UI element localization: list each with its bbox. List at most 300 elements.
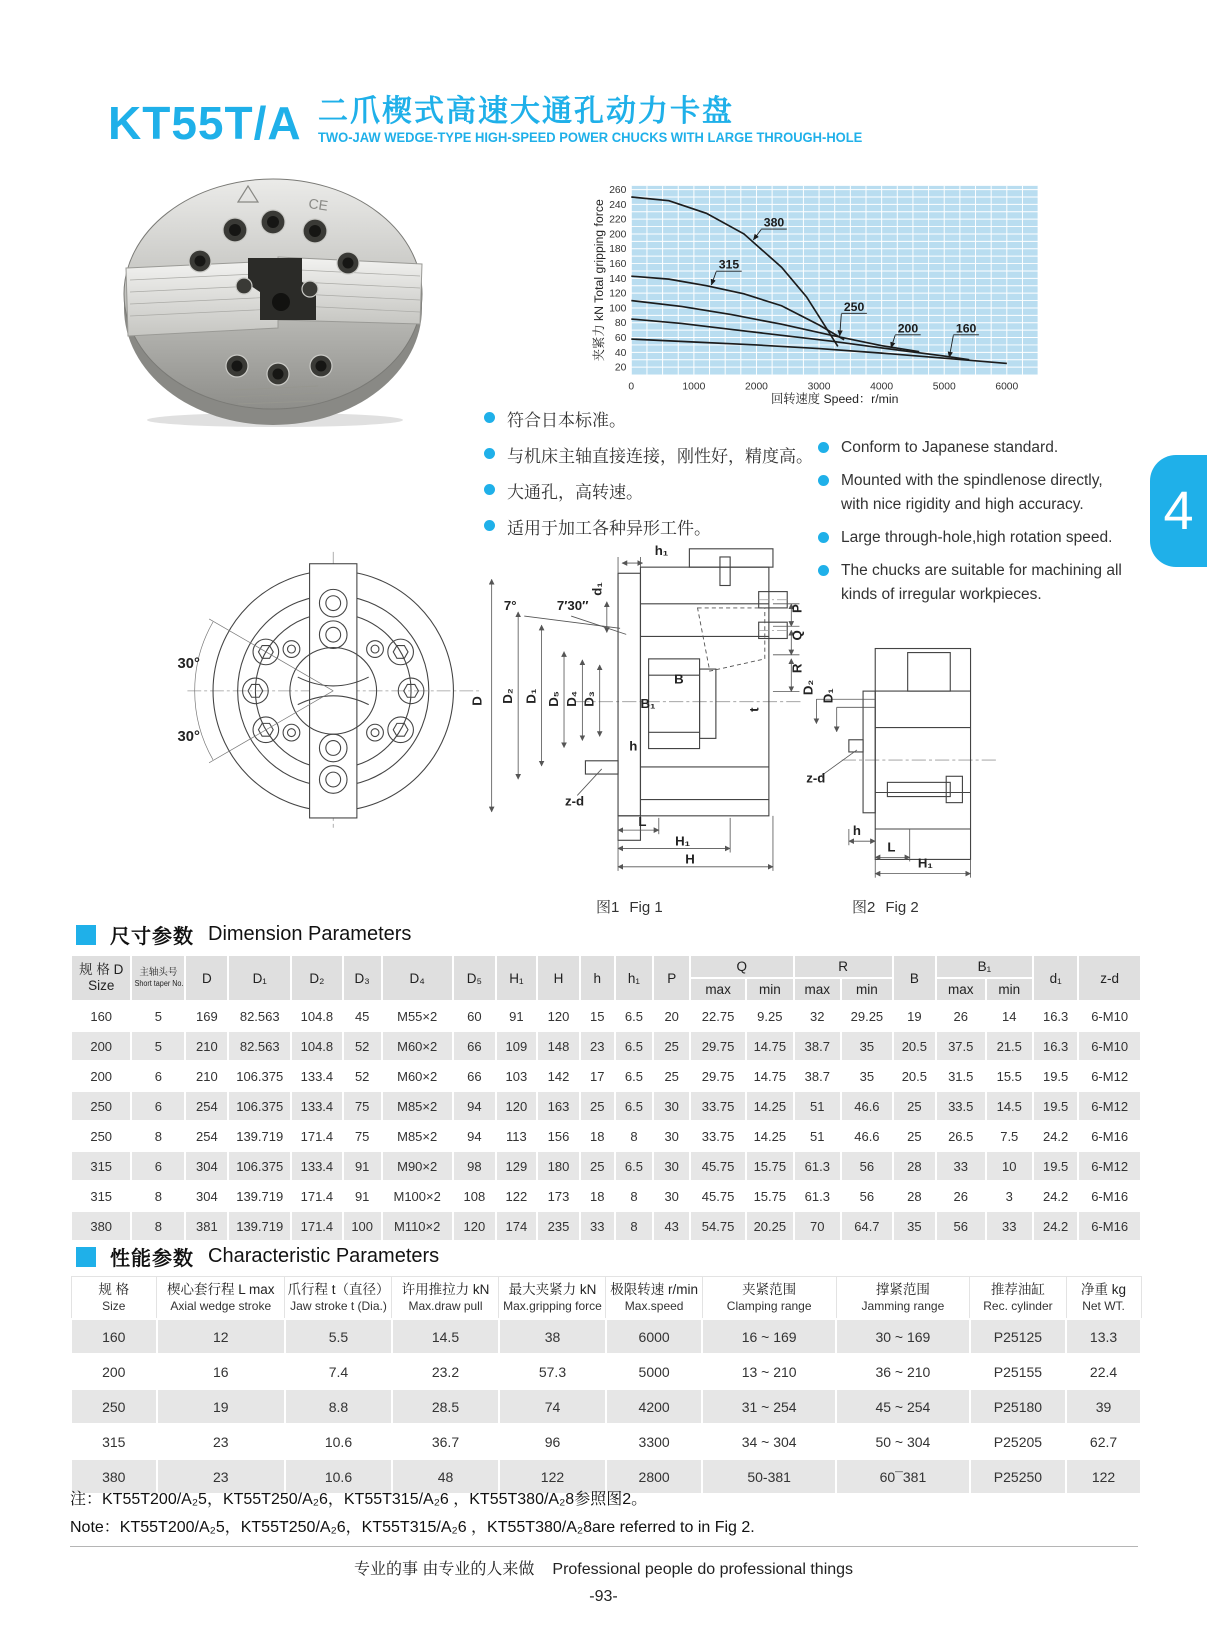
table-cell: 106.375 [228,1151,291,1181]
table-cell: 21.5 [986,1031,1033,1061]
table-cell: P25250 [970,1459,1066,1494]
table-cell: 3300 [606,1424,702,1459]
table-cell: 6-M10 [1078,1001,1141,1031]
table-cell: 133.4 [291,1151,343,1181]
table-cell: 66 [453,1061,496,1091]
table-cell: 14.25 [746,1121,793,1151]
dimension-label: D₅ [545,691,561,707]
dimension-label: P [789,604,805,614]
table-cell: 122 [496,1181,537,1211]
dimension-label: h [629,738,638,754]
svg-text:2000: 2000 [745,381,768,393]
table-cell: 28 [893,1181,936,1211]
table-cell: 14.5 [392,1319,499,1354]
dimension-label: B₁ [640,695,656,711]
section-title-dimensions: 尺寸参数 Dimension Parameters [76,920,411,949]
list-item: Conform to Japanese standard. [818,436,1123,460]
table-cell: 30 [653,1181,690,1211]
table-cell: 82.563 [228,1031,291,1061]
table-row [71,1354,1141,1389]
table-cell: 210 [185,1031,228,1061]
table-cell: P25155 [970,1354,1066,1389]
table-cell: 200 [71,1354,157,1389]
table-row [71,1151,1141,1181]
table-cell: 91 [496,1001,537,1031]
bullet-icon [818,565,829,576]
table-cell: 32 [794,1001,841,1031]
table-cell: 250 [71,1121,131,1151]
table-cell: 52 [343,1061,382,1091]
table-cell: 8 [131,1121,185,1151]
table-cell: P25180 [970,1389,1066,1424]
table-cell: 29.75 [690,1061,746,1091]
dimension-label: 7° [503,597,517,613]
table-cell: 104.8 [291,1001,343,1031]
table-cell: 120 [496,1091,537,1121]
table-cell: 6-M16 [1078,1121,1141,1151]
table-cell: 14.75 [746,1031,793,1061]
table-cell: 24.2 [1033,1121,1078,1151]
table-cell: 36 ~ 210 [836,1354,970,1389]
table-cell: 64.7 [841,1211,893,1241]
table-cell: 5.5 [285,1319,392,1354]
table-cell: 173 [537,1181,580,1211]
product-model: KT55T/A [108,97,302,149]
table-cell: 210 [185,1061,228,1091]
table-cell: 108 [453,1181,496,1211]
table-cell: 14.75 [746,1061,793,1091]
table-cell: 304 [185,1151,228,1181]
dimension-label: h₁ [654,542,669,558]
table-cell: 46.6 [841,1121,893,1151]
chapter-tab: 4 [1150,455,1207,567]
table-cell: 45.75 [690,1181,746,1211]
table-cell: 20.5 [893,1031,936,1061]
table-cell: P25125 [970,1319,1066,1354]
table-cell: 14.25 [746,1091,793,1121]
table-cell: 6.5 [615,1151,654,1181]
dimension-label: H₁ [675,833,691,849]
bullet-icon [818,475,829,486]
list-item: 大通孔，高转速。 [484,478,824,503]
table-cell: 38 [499,1319,606,1354]
svg-text:回转速度 Speed：r/min: 回转速度 Speed：r/min [770,392,899,406]
table-cell: 17 [580,1061,615,1091]
svg-text:0: 0 [628,381,635,393]
table-cell: 122 [499,1459,606,1494]
fig1-caption: 图1 Fig 1 [596,899,663,916]
svg-text:1000: 1000 [682,381,706,393]
table-cell: 160 [71,1001,131,1031]
table-cell: 315 [71,1151,131,1181]
table-cell: 25 [653,1031,690,1061]
fig2-section-drawing [786,630,1004,882]
table-cell: 8 [615,1121,654,1151]
section-title-characteristics: 性能参数 Characteristic Parameters [76,1242,439,1271]
list-item: 符合日本标准。 [484,406,824,431]
table-cell: 171.4 [291,1121,343,1151]
table-cell: 106.375 [228,1091,291,1121]
table-cell: 60¯381 [836,1459,970,1494]
list-item: Large through-hole,high rotation speed. [818,526,1123,550]
dimension-label: z-d [806,770,826,786]
table-cell: 33 [936,1151,986,1181]
table-cell: 6.5 [615,1001,654,1031]
svg-text:4000: 4000 [870,381,894,393]
table-cell: 10.6 [285,1424,392,1459]
table-cell: 39 [1066,1389,1141,1424]
table-cell: 22.75 [690,1001,746,1031]
table-cell: P25205 [970,1424,1066,1459]
dimension-label: D₃ [581,691,597,707]
table-cell: 25 [893,1121,936,1151]
svg-text:315: 315 [718,257,740,272]
table-cell: 61.3 [794,1151,841,1181]
table-cell: 133.4 [291,1061,343,1091]
dimension-label: d₁ [589,582,605,596]
table-cell: 100 [343,1211,382,1241]
table-row [71,1211,1141,1241]
table-cell: 4200 [606,1389,702,1424]
footer-slogan: 专业的事 由专业的人来做 Professional people do professional things [353,1561,854,1578]
table-cell: 133.4 [291,1091,343,1121]
table-cell: 200 [71,1061,131,1091]
table-cell: 33.5 [936,1091,986,1121]
svg-text:3000: 3000 [807,381,831,393]
table-cell: 7.4 [285,1354,392,1389]
table-cell: 10 [986,1151,1033,1181]
svg-text:CE: CE [307,195,330,214]
table-cell: 54.75 [690,1211,746,1241]
table-row [71,1031,1141,1061]
dimension-label: 30° [177,729,200,746]
table-cell: 12 [157,1319,285,1354]
table-cell: 30 [653,1121,690,1151]
table-cell: 169 [185,1001,228,1031]
table-cell: 5 [131,1031,185,1061]
table-cell: 109 [496,1031,537,1061]
table-cell: 26 [936,1181,986,1211]
table-cell: 315 [71,1424,157,1459]
table-cell: 250 [71,1091,131,1121]
table-cell: 43 [653,1211,690,1241]
table-cell: 60 [453,1001,496,1031]
table-cell: 163 [537,1091,580,1121]
dimension-label: D₁ [820,688,836,704]
table-cell: 9.25 [746,1001,793,1031]
table-cell: 16.3 [1033,1001,1078,1031]
table-cell: 74 [499,1389,606,1424]
dimension-label: H [685,851,695,867]
table-cell: 15.75 [746,1181,793,1211]
bullet-icon [818,532,829,543]
svg-text:夹紧力 kN Total gripping force: 夹紧力 kN Total gripping force [592,199,606,362]
table-cell: 10.6 [285,1459,392,1494]
table-cell: 129 [496,1151,537,1181]
table-cell: 180 [537,1151,580,1181]
svg-text:20: 20 [614,362,627,374]
table-cell: 25 [580,1151,615,1181]
table-cell: 33 [986,1211,1033,1241]
dimension-label: h [852,823,861,839]
table-cell: 35 [841,1061,893,1091]
table-cell: 70 [794,1211,841,1241]
table-cell: 48 [392,1459,499,1494]
table-cell: 56 [841,1151,893,1181]
table-cell: 122 [1066,1459,1141,1494]
table-cell: 38.7 [794,1031,841,1061]
table-cell: 200 [71,1031,131,1061]
gripping-force-chart [592,178,1044,406]
table-cell: 23 [157,1459,285,1494]
table-cell: 23 [580,1031,615,1061]
table-cell: 174 [496,1211,537,1241]
table-cell: 250 [71,1389,157,1424]
table-cell: 51 [794,1121,841,1151]
table-cell: 33 [580,1211,615,1241]
dimension-label: z-d [565,793,585,809]
table-cell: 75 [343,1121,382,1151]
table-cell: 254 [185,1091,228,1121]
table-cell: 13 ~ 210 [702,1354,836,1389]
list-item: The chucks are suitable for machining all kinds of irregular workpieces. [818,559,1123,607]
table-cell: 34 ~ 304 [702,1424,836,1459]
table-cell: 104.8 [291,1031,343,1061]
table-cell: 19 [157,1389,285,1424]
characteristic-parameters-table: 规 格 Size 楔心套行程 L max Axial wedge stroke 爪行程 t（直径） Jaw stroke t (Dia.) 许用推拉力 kN Max.draw pull 最大夹紧力 kN Max.gripping force 极限转速 r/min Max.speed 夹紧范围 Clamping range 撑紧范围 Jamming range 推荐油缸 Rec. cylinder 净重 kg Net WT. 160 12 5.5 14.5 38 6000 16 ~ 169 30 ~ 169 P25125 13.3 200 16 7.4 23.2 57.3 5000 13 ~ 210 36 ~ 210 P25155 22.4 250 19 8.8 28.5 74 4200 31 ~ 254 45 ~ 254 P25180 39 315 23 10.6 36.7 96 3300 34 ~ 304 50 ~ 304 P25205 62.7 380 23 10.6 48 122 2800 50-381 60¯381 P25250 122 [70,1276,1142,1495]
svg-text:80: 80 [614,318,627,330]
table-cell: 106.375 [228,1061,291,1091]
table-cell: 31.5 [936,1061,986,1091]
table-cell: 45 [343,1001,382,1031]
table-cell: 8.8 [285,1389,392,1424]
table-row [71,1001,1141,1031]
product-photo [110,168,440,430]
table-cell: 14 [986,1001,1033,1031]
dimension-label: L [887,839,896,855]
dimension-label: D₂ [800,679,816,696]
dimension-label: Q [789,630,805,641]
table-cell: M55×2 [382,1001,453,1031]
svg-text:60: 60 [614,332,627,344]
dimension-label: R [789,663,805,674]
table-cell: 50-381 [702,1459,836,1494]
svg-text:6000: 6000 [995,381,1019,393]
table-cell: 16 ~ 169 [702,1319,836,1354]
table-cell: 171.4 [291,1211,343,1241]
table-cell: 30 ~ 169 [836,1319,970,1354]
svg-text:200: 200 [609,229,627,241]
table-cell: 15.5 [986,1061,1033,1091]
table-cell: 38.7 [794,1061,841,1091]
dimension-label: 7′30″ [556,597,589,613]
svg-text:100: 100 [609,303,627,315]
table-cell: 6-M12 [1078,1151,1141,1181]
table-cell: 25 [653,1061,690,1091]
table-cell: 28.5 [392,1389,499,1424]
table-cell: 5000 [606,1354,702,1389]
table-cell: M100×2 [382,1181,453,1211]
table-cell: 29.75 [690,1031,746,1061]
note-zh: 注：KT55T200/A₂5，KT55T250/A₂6，KT55T315/A₂6 ，KT55T380/A₂8参照图2。 [70,1491,648,1508]
table-cell: 20 [653,1001,690,1031]
table-cell: 56 [841,1181,893,1211]
table-cell: 35 [893,1211,936,1241]
table-cell: 30 [653,1091,690,1121]
table-row [71,1121,1141,1151]
table-cell: 8 [615,1181,654,1211]
table-cell: 36.7 [392,1424,499,1459]
table-row [71,1389,1141,1424]
table-cell: 94 [453,1091,496,1121]
dimension-parameters-table: 规 格 D Size 主轴头号 Short taper No. D D₁ D₂ D₃ D₄ D₅ H₁ H h h₁ P Q R B B₁ d₁ z-d max min max min max min 160 5 169 82.563 104.8 45 M55×2 60 91 120 15 6.5 20 22.75 9.25 32 29.25 19 26 14 16.3 6-M10 200 5 210 82.563 104.8 52 M60×2 66 109 148 23 6.5 25 29.75 14.75 38.7 35 20.5 37.5 21.5 16.3 6-M10 200 6 210 106.375 133.4 52 M60×2 66 103 142 17 6.5 25 29.75 14.75 38.7 35 20.5 31.5 15.5 19.5 6-M12 250 6 254 106.375 133.4 75 M85×2 94 120 163 25 6.5 30 33.75 14.25 51 46.6 25 33.5 14.5 19.5 6-M12 250 8 254 139.719 171.4 75 M85×2 94 113 156 18 8 30 33.75 14.25 51 46.6 25 26.5 7.5 24.2 6-M16 315 6 304 106.375 133.4 91 M90×2 98 129 180 25 6.5 30 45.75 15.75 61.3 56 28 33 10 19.5 6-M12 315 8 304 139.719 171.4 91 M100×2 108 122 173 18 8 30 45.75 15.75 61.3 56 28 26 3 24.2 6-M16 380 8 381 139.719 171.4 100 M110×2 120 174 235 33 8 43 54.75 20.25 70 64.7 35 56 33 24.2 6-M16 [70,954,1142,1242]
table-cell: 7.5 [986,1121,1033,1151]
table-cell: 19.5 [1033,1061,1078,1091]
bullet-icon [818,442,829,453]
table-cell: 25 [893,1091,936,1121]
svg-text:200: 200 [897,321,919,336]
dimension-label: t [746,707,762,712]
table-cell: 6-M16 [1078,1211,1141,1241]
table-cell: 98 [453,1151,496,1181]
svg-text:220: 220 [609,214,627,226]
table-cell: 23 [157,1424,285,1459]
table-cell: 6-M16 [1078,1181,1141,1211]
table-cell: M85×2 [382,1091,453,1121]
table-cell: M85×2 [382,1121,453,1151]
table-cell: 46.6 [841,1091,893,1121]
table-cell: 380 [71,1211,131,1241]
dimension-label: D₂ [500,688,516,704]
table-cell: 52 [343,1031,382,1061]
dimension-label: H₁ [917,855,933,871]
table-cell: 6 [131,1091,185,1121]
table-cell: 2800 [606,1459,702,1494]
svg-text:180: 180 [609,244,627,256]
note-en: Note：KT55T200/A₂5，KT55T250/A₂6，KT55T315/A₂6 ，KT55T380/A₂8are referred to in Fig 2. [70,1519,755,1536]
table-cell: 15 [580,1001,615,1031]
table-cell: 8 [615,1211,654,1241]
table-cell: 57.3 [499,1354,606,1389]
table-cell: 6000 [606,1319,702,1354]
table-cell: 120 [453,1211,496,1241]
section-square-icon [76,1247,96,1267]
table-cell: 45 ~ 254 [836,1389,970,1424]
page-subtitle-en: TWO-JAW WEDGE-TYPE HIGH-SPEED POWER CHUCKS WITH LARGE THROUGH-HOLE [318,130,863,145]
table-cell: 148 [537,1031,580,1061]
table-cell: 33.75 [690,1121,746,1151]
table-cell: 20.5 [893,1061,936,1091]
table-cell: 45.75 [690,1151,746,1181]
dimension-label: D₄ [564,690,580,707]
table-cell: 35 [841,1031,893,1061]
table-cell: 62.7 [1066,1424,1141,1459]
dimension-label: D₁ [523,688,539,704]
svg-text:140: 140 [609,273,627,285]
table-cell: 91 [343,1151,382,1181]
table-cell: 156 [537,1121,580,1151]
table-cell: 171.4 [291,1181,343,1211]
table-cell: 66 [453,1031,496,1061]
table-cell: 19.5 [1033,1091,1078,1121]
table-cell: 75 [343,1091,382,1121]
table-cell: 160 [71,1319,157,1354]
bullet-icon [484,412,495,423]
table-cell: M60×2 [382,1031,453,1061]
table-cell: 15.75 [746,1151,793,1181]
svg-text:380: 380 [763,215,785,230]
dimension-label: B [674,671,684,687]
table-cell: 103 [496,1061,537,1091]
table-cell: 381 [185,1211,228,1241]
table-cell: 16 [157,1354,285,1389]
table-cell: 25 [580,1091,615,1121]
dimension-label: D [469,696,485,706]
table-cell: 5 [131,1001,185,1031]
table-cell: 51 [794,1091,841,1121]
svg-text:250: 250 [843,299,865,314]
svg-text:160: 160 [609,259,627,271]
table-cell: 6 [131,1151,185,1181]
table-cell: 6-M12 [1078,1091,1141,1121]
table-cell: 24.2 [1033,1211,1078,1241]
svg-text:160: 160 [955,321,977,336]
list-item: Mounted with the spindlenose directly, with nice rigidity and high accuracy. [818,469,1123,517]
svg-text:260: 260 [609,185,627,197]
svg-text:5000: 5000 [932,381,956,393]
dimension-label: L [638,814,647,830]
table-cell: 23.2 [392,1354,499,1389]
table-cell: 31 ~ 254 [702,1389,836,1424]
table-cell: 139.719 [228,1211,291,1241]
table-cell: 30 [653,1151,690,1181]
features-list-en [818,436,1123,616]
table-cell: 37.5 [936,1031,986,1061]
table-cell: 14.5 [986,1091,1033,1121]
table-cell: 235 [537,1211,580,1241]
table-cell: 28 [893,1151,936,1181]
table-cell: 26.5 [936,1121,986,1151]
table-cell: 315 [71,1181,131,1211]
table-cell: 304 [185,1181,228,1211]
table-cell: 254 [185,1121,228,1151]
page-number: -93- [589,1588,618,1605]
table-cell: 24.2 [1033,1181,1078,1211]
table-row [71,1181,1141,1211]
table-cell: 113 [496,1121,537,1151]
list-item: 与机床主轴直接连接，刚性好，精度高。 [484,442,824,467]
table-cell: 6-M10 [1078,1031,1141,1061]
table-cell: 50 ~ 304 [836,1424,970,1459]
list-item: 适用于加工各种异形工件。 [484,514,824,539]
table-cell: 3 [986,1181,1033,1211]
table-cell: 13.3 [1066,1319,1141,1354]
table-cell: 94 [453,1121,496,1151]
fig2-caption: 图2 Fig 2 [852,899,919,916]
table-cell: 18 [580,1121,615,1151]
table-row [71,1319,1141,1354]
svg-text:40: 40 [614,347,627,359]
table-cell: 82.563 [228,1001,291,1031]
table-cell: 16.3 [1033,1031,1078,1061]
table-row [71,1061,1141,1091]
table-cell: M110×2 [382,1211,453,1241]
bullet-icon [484,448,495,459]
table-cell: 8 [131,1211,185,1241]
table-cell: 120 [537,1001,580,1031]
table-cell: 18 [580,1181,615,1211]
table-cell: 20.25 [746,1211,793,1241]
